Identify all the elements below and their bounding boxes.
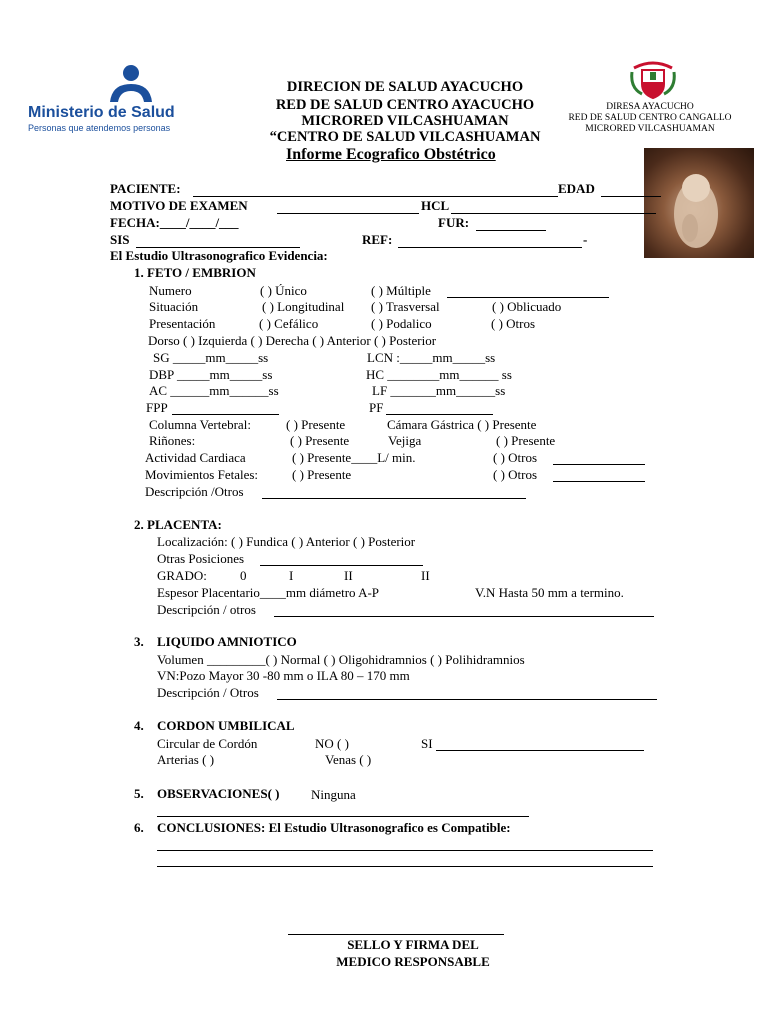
longitudinal-option[interactable]: ( ) Longitudinal (262, 299, 345, 314)
dorso-row[interactable]: Dorso ( ) Izquierda ( ) Derecha ( ) Anterior ( ) Posterior (148, 333, 437, 348)
liquido-vn-note: VN:Pozo Mayor 30 -80 mm o ILA 80 – 170 mm (157, 668, 410, 683)
dbp-field[interactable]: DBP _____mm_____ss (149, 367, 273, 382)
ministerio-tagline: Personas que atendemos personas (28, 123, 171, 133)
ninguna-option[interactable]: Ninguna (311, 787, 356, 802)
localizacion-row[interactable]: Localización: ( ) Fundica ( ) Anterior ( ) Posterior (157, 534, 416, 549)
peru-seal (628, 58, 678, 102)
venas-option[interactable]: Venas ( ) (325, 752, 372, 767)
observaciones-field[interactable] (157, 816, 529, 817)
espesor-field[interactable]: Espesor Placentario____mm diámetro A-P (157, 585, 380, 600)
placenta-title: 2. PLACENTA: (134, 517, 222, 532)
coat-of-arms-icon (628, 58, 678, 102)
multiple-field[interactable] (447, 297, 609, 298)
sis-label: SIS (110, 232, 130, 247)
ref-end: - (583, 232, 588, 247)
report-title: Informe Ecografico Obstétrico (286, 146, 496, 163)
podalico-option[interactable]: ( ) Podalico (371, 316, 432, 331)
conclusiones-title: CONCLUSIONES: El Estudio Ultrasonografico es Compatible: (157, 820, 511, 835)
firma-line-2: MEDICO RESPONSABLE (336, 954, 490, 969)
fur-label: FUR: (438, 215, 470, 230)
sg-field[interactable]: SG _____mm_____ss (153, 350, 269, 365)
ref-label: REF: (362, 232, 393, 247)
numero-label: Numero (149, 283, 192, 298)
feto-descripcion-label: Descripción /Otros (145, 484, 244, 499)
oblicuado-option[interactable]: ( ) Oblicuado (492, 299, 562, 314)
ref-field[interactable] (398, 247, 582, 248)
otros-option[interactable]: ( ) Otros (491, 316, 536, 331)
ministerio-logo (28, 62, 183, 134)
placenta-vn-note: V.N Hasta 50 mm a termino. (475, 585, 624, 600)
evidencia-label: El Estudio Ultrasonografico Evidencia: (110, 248, 328, 263)
placenta-descripcion-field[interactable] (274, 616, 654, 617)
vejiga-label: Vejiga (388, 433, 422, 448)
motivo-field[interactable] (277, 213, 419, 214)
circular-no-option[interactable]: NO ( ) (315, 736, 349, 751)
cefalico-option[interactable]: ( ) Cefálico (259, 316, 319, 331)
cordon-number: 4. (134, 718, 144, 733)
edad-label: EDAD (558, 181, 595, 196)
camara-option[interactable]: Cámara Gástrica ( ) Presente (387, 417, 537, 432)
arterias-option[interactable]: Arterias ( ) (157, 752, 215, 767)
grado-label: GRADO: (157, 568, 207, 583)
circular-label: Circular de Cordón (157, 736, 258, 751)
pf-label: PF (369, 400, 384, 415)
signature-line[interactable] (288, 934, 504, 935)
movimientos-otros-field[interactable] (553, 481, 645, 482)
fetus-icon (644, 148, 754, 258)
hcl-label: HCL (421, 198, 450, 213)
liquido-descripcion-field[interactable] (277, 699, 657, 700)
ministerio-emblem-icon (28, 62, 183, 106)
pf-field[interactable] (386, 414, 493, 415)
rinones-presente-option[interactable]: ( ) Presente (290, 433, 350, 448)
rinones-label: Riñones: (149, 433, 196, 448)
placenta-descripcion-label: Descripción / otros (157, 602, 256, 617)
liquido-title: LIQUIDO AMNIOTICO (157, 634, 297, 649)
paciente-label: PACIENTE: (110, 181, 181, 196)
presentacion-label: Presentación (149, 316, 216, 331)
header-line-2: RED DE SALUD CENTRO AYACUCHO (275, 97, 535, 113)
unico-option[interactable]: ( ) Único (260, 283, 307, 298)
lf-field[interactable]: LF _______mm______ss (372, 383, 506, 398)
edad-field[interactable] (601, 196, 661, 197)
otras-posiciones-label: Otras Posiciones (157, 551, 245, 566)
actividad-otros-option[interactable]: ( ) Otros (493, 450, 538, 465)
fetus-photo (644, 148, 754, 258)
right-header-line-2: RED DE SALUD CENTRO CANGALLO (568, 113, 732, 123)
feto-title: 1. FETO / EMBRION (134, 265, 256, 280)
movimientos-label: Movimientos Fetales: (145, 467, 259, 482)
conclusiones-line-1[interactable] (157, 850, 653, 851)
grado-3[interactable]: II (421, 568, 430, 583)
observaciones-title: OBSERVACIONES( ) (157, 786, 280, 801)
movimientos-otros-option[interactable]: ( ) Otros (493, 467, 538, 482)
right-header-line-1: DIRESA AYACUCHO (606, 102, 694, 112)
hc-field[interactable]: HC ________mm______ ss (366, 367, 512, 382)
trasversal-option[interactable]: ( ) Trasversal (371, 299, 440, 314)
firma-line-1: SELLO Y FIRMA DEL (347, 937, 479, 952)
hcl-field[interactable] (451, 213, 656, 214)
multiple-option[interactable]: ( ) Múltiple (371, 283, 431, 298)
columna-label: Columna Vertebral: (149, 417, 251, 432)
actividad-label: Actividad Cardiaca (145, 450, 246, 465)
fpp-label: FPP (146, 400, 168, 415)
circular-si-label: SI (421, 736, 433, 751)
ac-field[interactable]: AC ______mm______ss (149, 383, 279, 398)
fur-field[interactable] (476, 230, 546, 231)
feto-descripcion-field[interactable] (262, 498, 526, 499)
cordon-title: CORDON UMBILICAL (157, 718, 295, 733)
header-line-1: DIRECION DE SALUD AYACUCHO (286, 79, 524, 95)
conclusiones-number: 6. (134, 820, 144, 835)
right-header-line-3: MICRORED VILCASHUAMAN (585, 124, 715, 134)
movimientos-presente-option[interactable]: ( ) Presente (292, 467, 352, 482)
situacion-label: Situación (149, 299, 199, 314)
actividad-presente-option[interactable]: ( ) Presente____L/ min. (292, 450, 416, 465)
header-line-3: MICRORED VILCASHUAMAN (301, 113, 509, 129)
volumen-row[interactable]: Volumen _________( ) Normal ( ) Oligohidramnios ( ) Polihidramnios (157, 652, 525, 667)
vejiga-presente-option[interactable]: ( ) Presente (496, 433, 556, 448)
fpp-field[interactable] (172, 414, 279, 415)
otras-posiciones-field[interactable] (260, 565, 423, 566)
grado-2[interactable]: II (344, 568, 353, 583)
header-line-4: “CENTRO DE SALUD VILCASHUAMAN (269, 129, 541, 145)
lcn-field[interactable]: LCN :_____mm_____ss (367, 350, 496, 365)
ministerio-name: Ministerio de Salud (28, 104, 175, 121)
liquido-number: 3. (134, 634, 144, 649)
paciente-field[interactable] (193, 196, 558, 197)
grado-1[interactable]: I (289, 568, 294, 583)
circular-si-field[interactable] (436, 750, 644, 751)
liquido-descripcion-label: Descripción / Otros (157, 685, 259, 700)
columna-presente-option[interactable]: ( ) Presente (286, 417, 346, 432)
fecha-label: FECHA:____/____/___ (110, 215, 239, 230)
actividad-otros-field[interactable] (553, 464, 645, 465)
motivo-label: MOTIVO DE EXAMEN (110, 198, 248, 213)
conclusiones-line-2[interactable] (157, 866, 653, 867)
grado-0[interactable]: 0 (240, 568, 247, 583)
observaciones-number: 5. (134, 786, 144, 801)
